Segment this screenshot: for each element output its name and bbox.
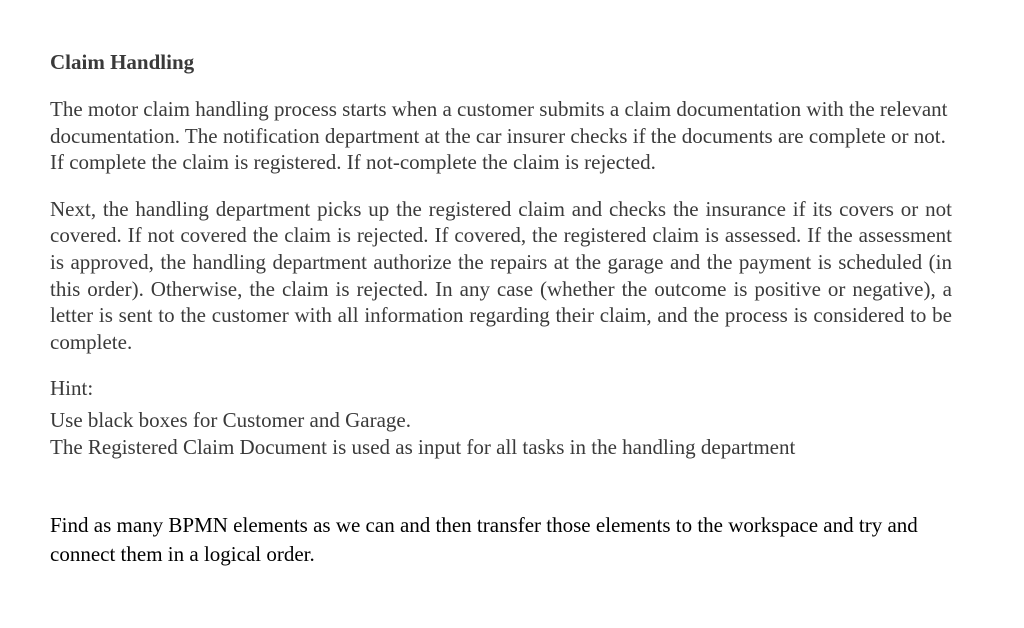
paragraph-claim-handling: Next, the handling department picks up the registered claim and checks the insurance if its covers or not covered. If not covered the claim is rejected. If covered, the registered claim is assessed. If the assessment is approved, the handling department authorize the repairs at the garage and the payment is scheduled (in this order). Otherwise, the claim is rejected. In any case (whether the outcome is positive or negative), a letter is sent to the customer with all information regarding their claim, and the process is considered to be complete. (50, 196, 952, 354)
document-body (50, 48, 952, 460)
paragraph-claim-submission: The motor claim handling process starts when a customer submits a claim documentation with the relevant documentation. The notification department at the car insurer checks if the documents are complete or not. If complete the claim is registered. If not-complete the claim is rejected. (50, 97, 948, 175)
document-title: Claim Handling (50, 50, 195, 74)
hint-label: Hint: (50, 376, 94, 401)
hint-black-boxes: Use black boxes for Customer and Garage. (50, 407, 411, 432)
hint-section (50, 375, 952, 460)
hint-registered-claim-document: The Registered Claim Document is used as input for all tasks in the handling department (50, 434, 796, 459)
task-instruction: Find as many BPMN elements as we can and then transfer those elements to the workspace and try and connect them in a logical order. (50, 513, 918, 566)
